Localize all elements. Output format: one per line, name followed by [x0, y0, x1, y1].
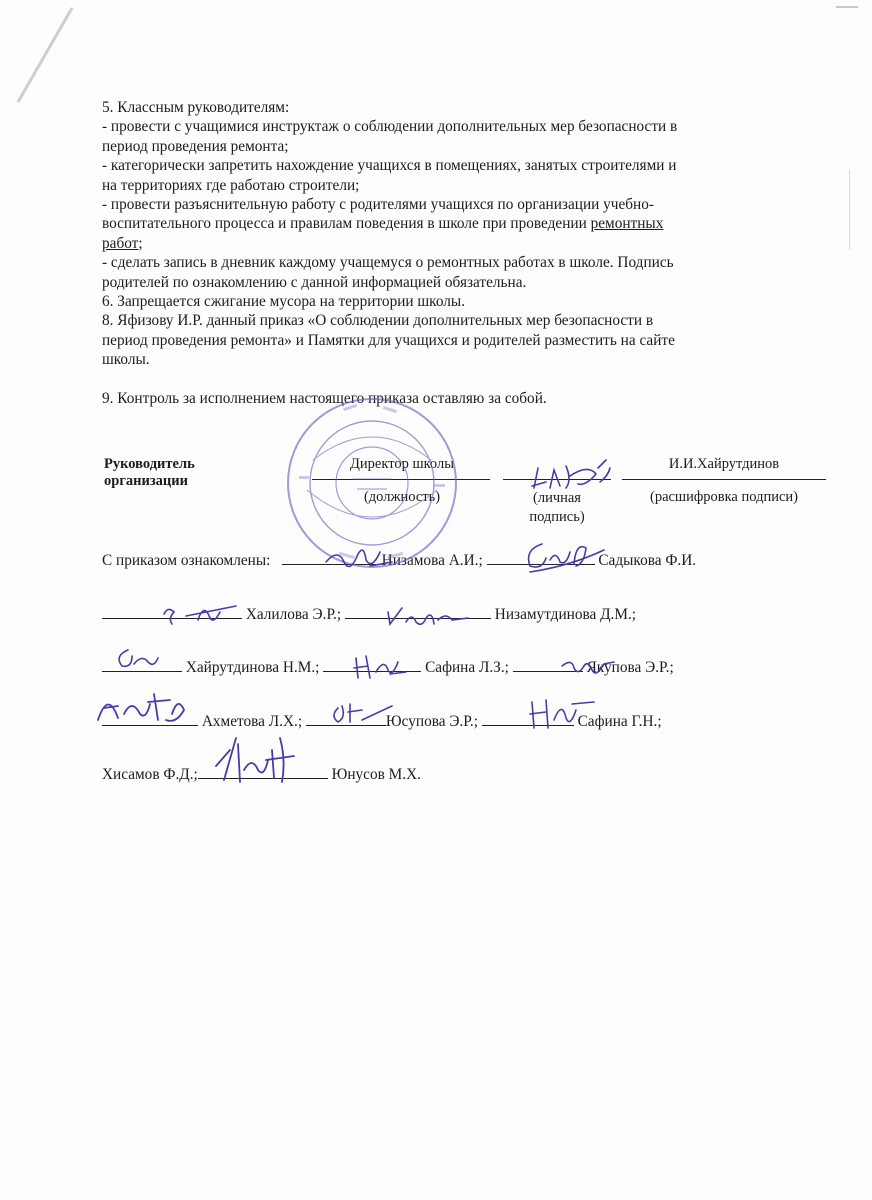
- ack-name: Низамова А.И.;: [381, 552, 483, 569]
- order-line-text: ;: [138, 234, 143, 252]
- signature-blank: [513, 659, 583, 672]
- underlined-word: ремонтных: [590, 215, 664, 233]
- order-line: 5. Классным руководителям:: [102, 99, 290, 116]
- ack-name: Садыкова Ф.И.: [598, 552, 697, 569]
- ack-name: Халилова Э.Р.;: [245, 605, 342, 623]
- paragraph-gap: [102, 370, 762, 389]
- position-caption: (должность): [363, 489, 441, 505]
- ack-name: Сафина Г.Н.;: [577, 712, 662, 730]
- order-line: на территориях где работаю строители;: [102, 176, 360, 194]
- signature-blank: [102, 713, 198, 726]
- signature-caption: [503, 489, 611, 527]
- order-line: [102, 214, 762, 233]
- ack-name: Ахметова Л.Х.;: [201, 712, 303, 730]
- signature-underline: [503, 479, 611, 480]
- ack-name: Сафина Л.З.;: [425, 659, 509, 676]
- order-line: [102, 234, 762, 253]
- underlined-word: работ: [102, 234, 139, 252]
- ack-row: [102, 552, 782, 606]
- position-value: Директор школы: [350, 456, 454, 472]
- signature-blank: [198, 766, 328, 779]
- ack-row: [102, 606, 782, 660]
- ack-name: Низамутдинова Д.М.;: [494, 605, 637, 623]
- signature-blank: [487, 552, 595, 565]
- director-name: И.И.Хайрутдинов: [668, 456, 780, 472]
- ack-intro: С приказом ознакомлены:: [102, 552, 271, 569]
- ack-row: [102, 713, 782, 767]
- order-line: - провести с учащимися инструктаж о соблюдении дополнительных мер безопасности в: [102, 118, 678, 136]
- scan-streak: [0, 0, 90, 110]
- order-line: период проведения ремонта» и Памятки для учащихся и родителей разместить на сайте: [102, 331, 675, 349]
- order-line: - категорически запретить нахождение учащихся в помещениях, занятых строителями и: [102, 157, 677, 175]
- order-line-text: воспитательного процесса и правилам поведения в школе при проведении: [102, 215, 591, 233]
- ack-name: Юсупова Э.Р.;: [385, 712, 478, 730]
- role-label: [104, 456, 195, 490]
- order-body: [102, 98, 762, 408]
- signature-blank: [323, 659, 421, 672]
- order-line: - сделать запись в дневник каждому учащемуся о ремонтных работах в школе. Подпись: [102, 254, 674, 272]
- acknowledgement-list: [102, 552, 782, 820]
- director-signature-block: [0, 450, 872, 530]
- signature-blank: [482, 713, 574, 726]
- caption-line: (личная: [533, 490, 581, 506]
- order-line: период проведения ремонта;: [102, 137, 289, 155]
- order-line: 6. Запрещается сжигание мусора на территории школы.: [102, 293, 466, 311]
- signature-blank: [102, 659, 182, 672]
- signature-blank: [345, 606, 491, 619]
- signature-blank: [282, 552, 378, 565]
- ack-row: [102, 659, 782, 713]
- name-underline: [622, 479, 826, 480]
- order-line: 9. Контроль за исполнением настоящего приказа оставляю за собой.: [102, 389, 547, 407]
- signature-blank: [306, 713, 386, 726]
- role-line: Руководитель: [104, 456, 195, 472]
- order-line: 8. Яфизову И.Р. данный приказ «О соблюдении дополнительных мер безопасности в: [102, 312, 654, 330]
- caption-line: подпись): [529, 509, 585, 525]
- ack-name: Юнусов М.Х.: [331, 766, 421, 783]
- order-line: школы.: [102, 351, 150, 369]
- scan-edge-line: [849, 170, 850, 250]
- ack-name: Хайрутдинова Н.М.;: [185, 659, 320, 676]
- name-caption: (расшифровка подписи): [649, 489, 799, 505]
- position-underline: [312, 479, 490, 480]
- scan-edge-mark: [836, 6, 858, 8]
- ack-row: [102, 766, 782, 820]
- signature-blank: [102, 606, 242, 619]
- role-line: организации: [104, 473, 188, 489]
- ack-name: Якупова Э.Р.;: [586, 659, 674, 676]
- order-line: - провести разъяснительную работу с родителями учащихся по организации учебно-: [102, 196, 654, 214]
- ack-name: Хисамов Ф.Д.;: [102, 766, 198, 783]
- order-line: родителей по ознакомлению с данной информацией обязательна.: [102, 273, 527, 291]
